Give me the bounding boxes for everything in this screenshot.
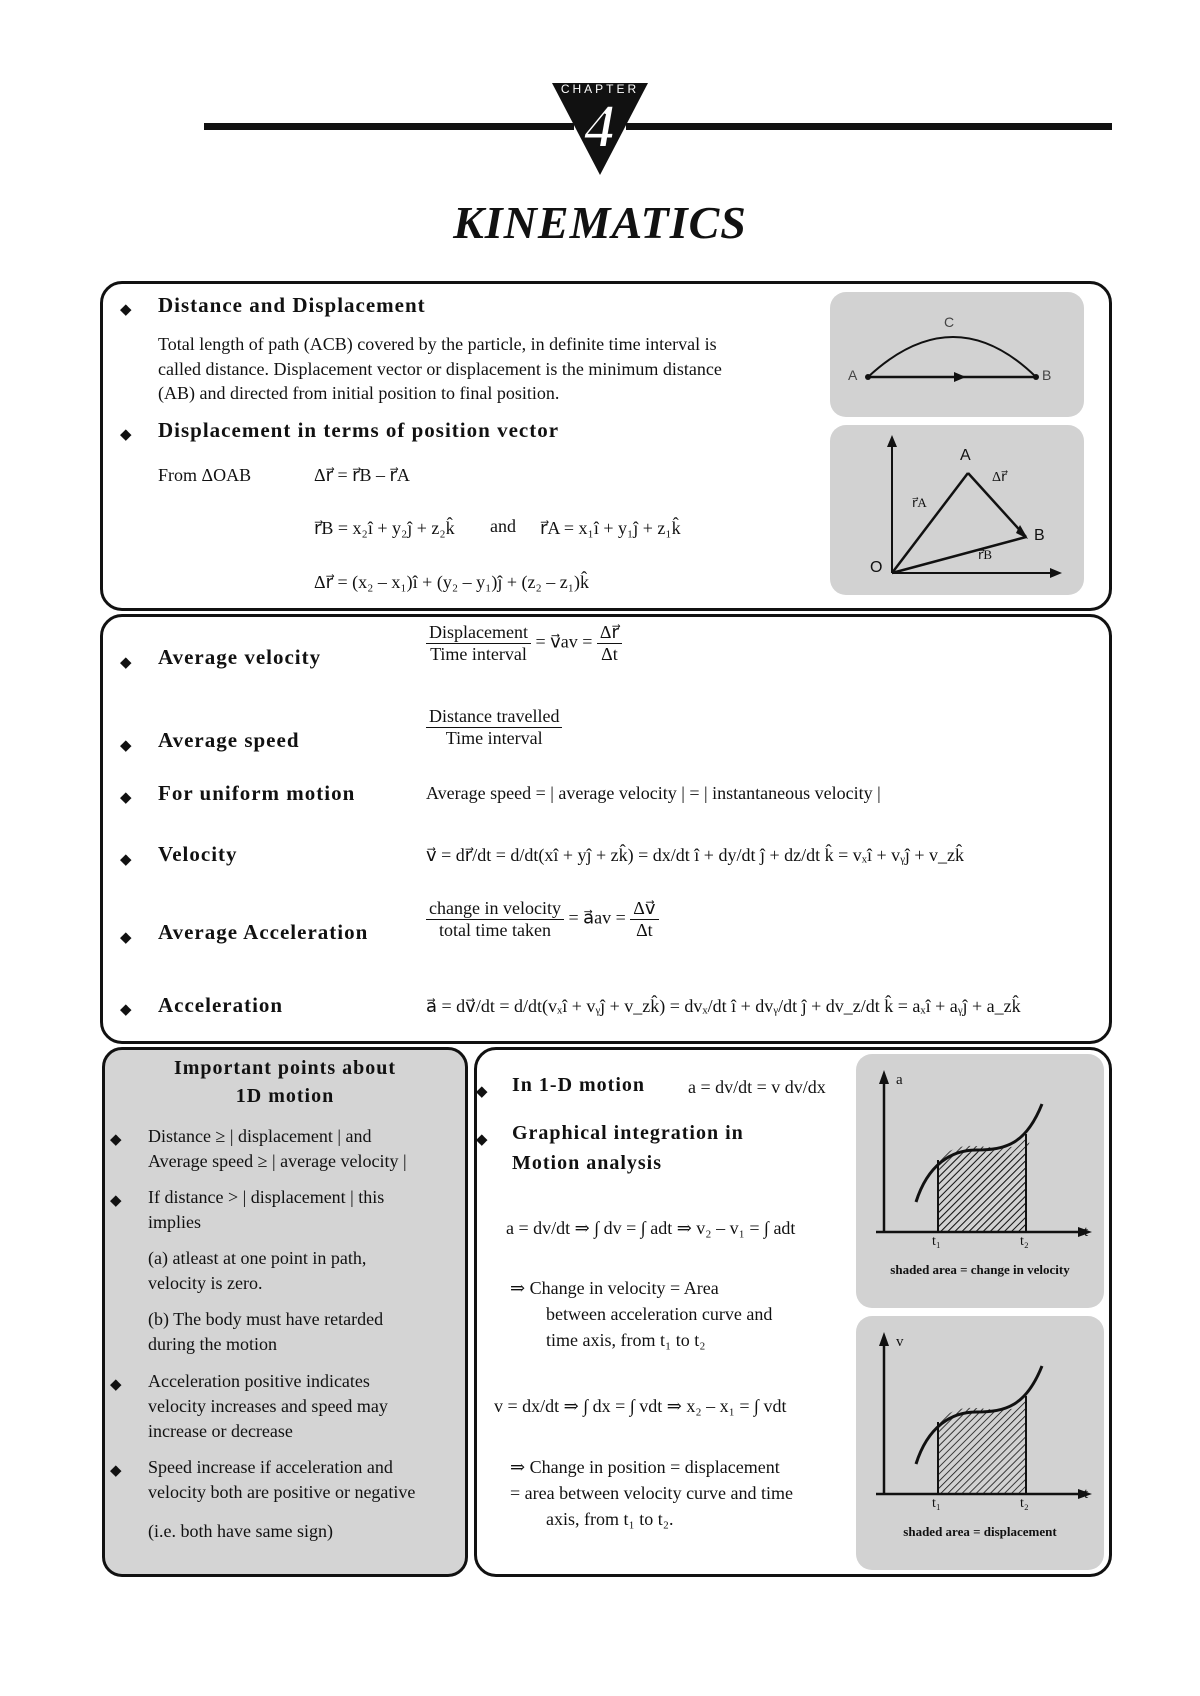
page-title: KINEMATICS: [453, 197, 747, 248]
graph1-caption: shaded area = change in velocity: [890, 1262, 1070, 1277]
label-uniform-motion: For uniform motion: [158, 781, 356, 805]
point-4-line-3: (i.e. both have same sign): [148, 1521, 333, 1541]
equation-velocity: v⃗ = dr⃗/dt = d/dt(xî + yĵ + zk̂) = dx/dt î + dy/dt ĵ + dz/dt k̂ = vₓî + vᵧĵ + v_zk̂: [426, 845, 965, 865]
graph-velocity-time: [856, 1316, 1104, 1570]
bullet-icon: ◆: [120, 1002, 132, 1018]
header-rule-left: [204, 123, 574, 130]
ra-label: r⃗A: [912, 495, 927, 510]
equation-integral-velocity: v = dx/dt ⇒ ∫ dx = ∫ vdt ⇒ x₂ – x₁ = ∫ vdt: [494, 1396, 787, 1416]
label-average-velocity: Average velocity: [158, 645, 322, 669]
heading-distance-displacement: Distance and Displacement: [158, 293, 426, 317]
graph-acceleration-time: [856, 1054, 1104, 1308]
point-1-line-2: Average speed ≥ | average velocity |: [148, 1151, 407, 1171]
equation-average-speed: [426, 706, 562, 749]
figure-path-acb: [830, 292, 1084, 417]
graph1-t2-label: t₂: [1020, 1234, 1029, 1249]
graph1-t1-label: t₁: [932, 1234, 941, 1249]
bullet-icon: ◆: [120, 427, 132, 443]
avg-speed-denominator: Time interval: [445, 728, 543, 748]
change-velocity-line-1: ⇒ Change in velocity = Area: [510, 1278, 719, 1298]
change-position-line-2: = area between velocity curve and time: [510, 1483, 794, 1503]
avg-velocity-denominator-2: Δt: [601, 644, 618, 664]
label-graphical-line-2: Motion analysis: [512, 1152, 663, 1174]
change-position-line-1: ⇒ Change in position = displacement: [510, 1457, 780, 1477]
avg-acc-denominator-2: Δt: [636, 920, 653, 940]
bullet-icon: ◆: [110, 1463, 122, 1479]
avg-velocity-mid: = v⃗av =: [535, 631, 593, 652]
equation-integral-acceleration: a = dv/dt ⇒ ∫ dv = ∫ adt ⇒ v₂ – v₁ = ∫ adt: [506, 1218, 796, 1238]
bullet-icon: ◆: [110, 1132, 122, 1148]
avg-speed-numerator: Distance travelled: [426, 706, 562, 728]
avg-velocity-numerator: Displacement: [426, 622, 531, 644]
chapter-number: 4: [584, 93, 616, 161]
label-graphical-line-1: Graphical integration in: [512, 1122, 744, 1144]
graph2-t2-label: t₂: [1020, 1496, 1029, 1511]
avg-acc-denominator: total time taken: [438, 920, 551, 940]
graph2-x-label: t: [1084, 1486, 1089, 1502]
avg-acc-mid: = a⃗av =: [568, 907, 626, 928]
header-rule-right: [626, 123, 1112, 130]
equation-uniform-motion: Average speed = | average velocity | = | instantaneous velocity |: [426, 783, 881, 803]
heading-position-vector: Displacement in terms of position vector: [158, 418, 560, 442]
equation-delta-r: Δr⃗ = r⃗B – r⃗A: [314, 465, 410, 485]
point-2a-line-2: velocity is zero.: [148, 1273, 263, 1293]
change-velocity-line-3: time axis, from t₁ to t₂: [546, 1330, 706, 1350]
graph2-t1-label: t₁: [932, 1496, 941, 1511]
important-title-line-2: 1D motion: [235, 1085, 335, 1107]
figure-position-vectors: [830, 425, 1084, 595]
bullet-icon: ◆: [120, 852, 132, 868]
graph2-caption: shaded area = displacement: [903, 1524, 1057, 1539]
point-3-line-2: velocity increases and speed may: [148, 1396, 388, 1416]
bullet-icon: ◆: [120, 790, 132, 806]
label-1d-motion: In 1-D motion: [512, 1074, 646, 1096]
bullet-icon: ◆: [110, 1193, 122, 1209]
point-a-label: A: [848, 367, 858, 383]
change-velocity-line-2: between acceleration curve and: [546, 1304, 773, 1324]
point-2b-line-1: (b) The body must have retarded: [148, 1309, 384, 1329]
equation-1d-motion: a = dv/dt = v dv/dx: [688, 1077, 826, 1097]
rb-label: r⃗B: [978, 547, 993, 562]
important-title-line-1: Important points about: [173, 1057, 397, 1079]
label-average-acceleration: Average Acceleration: [158, 920, 369, 944]
origin-label: O: [870, 559, 883, 576]
bullet-icon: ◆: [110, 1377, 122, 1393]
bullet-icon: ◆: [476, 1084, 488, 1100]
equation-acceleration: a⃗ = dv⃗/dt = d/dt(vₓî + vᵧĵ + v_zk̂) = dvₓ/dt î + dvᵧ/dt ĵ + dv_z/dt k̂ = aₓî + aᵧĵ + a_zk̂: [426, 996, 1021, 1016]
from-triangle-label: From ΔOAB: [158, 465, 252, 485]
bullet-icon: ◆: [120, 655, 132, 671]
label-average-speed: Average speed: [158, 728, 300, 752]
delta-r-label: Δr⃗: [992, 470, 1007, 485]
avg-velocity-numerator-2: Δr⃗: [597, 622, 622, 644]
para-line-2: called distance. Displacement vector or displacement is the minimum distance: [158, 359, 722, 379]
para-line-3: (AB) and directed from initial position to final position.: [158, 383, 560, 403]
avg-velocity-denominator: Time interval: [430, 644, 527, 664]
point-b-label: B: [1034, 527, 1045, 544]
point-2a-line-1: (a) atleast at one point in path,: [148, 1248, 367, 1268]
point-2-line-1: If distance > | displacement | this: [148, 1187, 385, 1207]
chapter-word: CHAPTER: [560, 82, 640, 96]
change-position-line-3: axis, from t₁ to t₂.: [546, 1509, 674, 1529]
graph1-x-label: t: [1084, 1224, 1089, 1240]
vector-diagram: [830, 425, 1084, 595]
equation-average-acceleration: [426, 898, 659, 941]
point-4-line-1: Speed increase if acceleration and: [148, 1457, 393, 1477]
label-acceleration: Acceleration: [158, 993, 284, 1017]
point-4-line-2: velocity both are positive or negative: [148, 1482, 416, 1502]
point-c-label: C: [944, 314, 955, 330]
label-velocity: Velocity: [158, 842, 238, 866]
section-velocity-acceleration: [100, 614, 1112, 1044]
equation-rb: r⃗B = x₂î + y₂ĵ + z₂k̂: [314, 518, 455, 538]
equation-ra: r⃗A = x₁î + y₁ĵ + z₁k̂: [540, 518, 681, 538]
equation-average-velocity: [426, 622, 622, 665]
graph1-y-label: a: [896, 1072, 903, 1088]
point-3-line-3: increase or decrease: [148, 1421, 293, 1441]
bullet-icon: ◆: [120, 302, 132, 318]
avg-acc-numerator-2: Δv⃗: [630, 898, 658, 920]
para-line-1: Total length of path (ACB) covered by the particle, in definite time interval is: [158, 334, 717, 354]
point-2b-line-2: during the motion: [148, 1334, 277, 1354]
point-2-line-2: implies: [148, 1212, 201, 1232]
bullet-icon: ◆: [120, 930, 132, 946]
bullet-icon: ◆: [476, 1132, 488, 1148]
path-diagram: [830, 292, 1084, 417]
equation-delta-r-components: Δr⃗ = (x₂ – x₁)î + (y₂ – y₁)ĵ + (z₂ – z₁)k̂: [314, 572, 590, 592]
point-a-label: A: [960, 447, 971, 464]
equation-and: and: [490, 516, 516, 536]
avg-acc-numerator: change in velocity: [426, 898, 564, 920]
point-b-label: B: [1042, 367, 1052, 383]
point-1-line-1: Distance ≥ | displacement | and: [148, 1126, 372, 1146]
graph2-y-label: v: [896, 1334, 904, 1350]
point-3-line-1: Acceleration positive indicates: [148, 1371, 370, 1391]
bullet-icon: ◆: [120, 738, 132, 754]
